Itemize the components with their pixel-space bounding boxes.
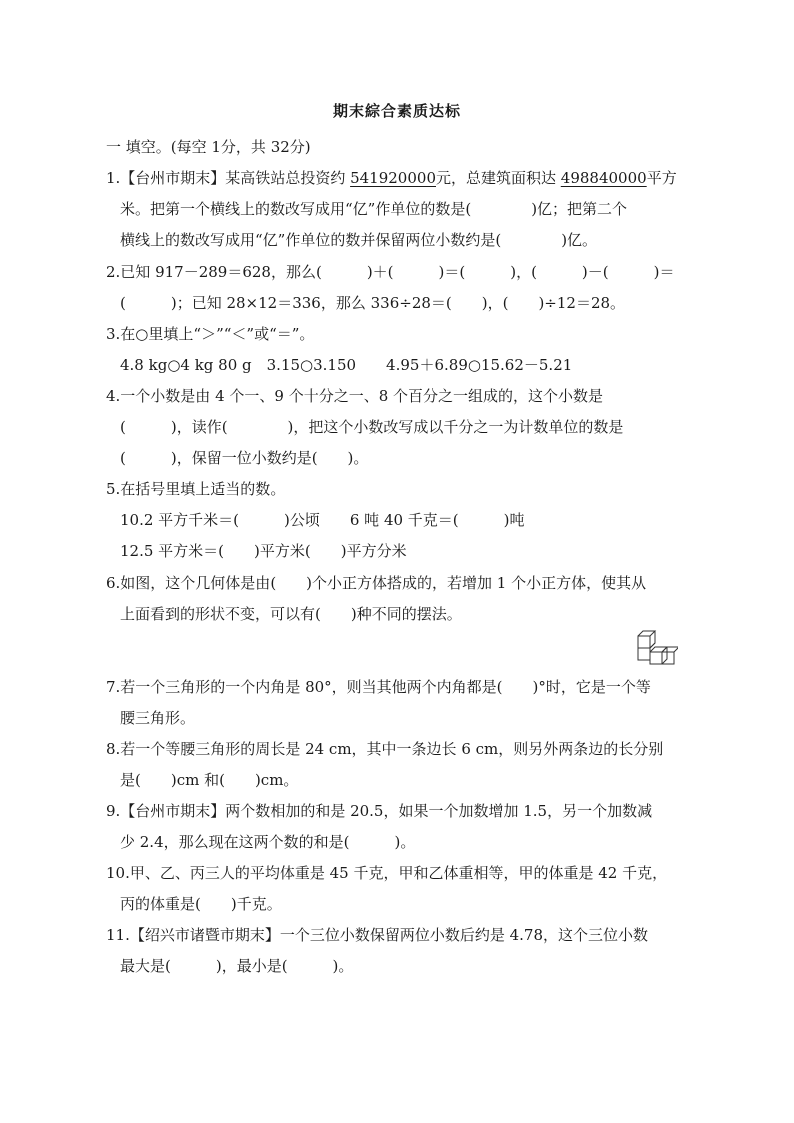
question-9-line-1: 9.【台州市期末】两个数相加的和是 20.5，如果一个加数增加 1.5，另一个加数减 <box>106 802 653 820</box>
question-10-line-1: 10.甲、乙、丙三人的平均体重是 45 千克，甲和乙体重相等，甲的体重是 42 千克， <box>106 864 668 882</box>
question-11-line-2: 最大是( )，最小是( )。 <box>120 957 354 975</box>
question-2-line-2: ( )；已知 28×12＝336，那么 336÷28＝( )，( )÷12＝28。 <box>120 294 626 312</box>
page-title: 期末綜合素质达标 <box>332 102 461 120</box>
question-4-line-3: ( )，保留一位小数约是( )。 <box>120 449 369 467</box>
question-8-line-1: 8.若一个等腰三角形的周长是 24 cm，其中一条边长 6 cm，则另外两条边的长分别 <box>106 740 664 758</box>
question-4-line-1: 4.一个小数是由 4 个一、9 个十分之一、8 个百分之一组成的，这个小数是 <box>106 387 604 405</box>
q1-text-b: 元，总建筑面积达 <box>436 169 561 187</box>
q1-text-c: 平方 <box>646 169 677 187</box>
question-5-line-2: 10.2 平方千米＝( )公顷 6 吨 40 千克＝( )吨 <box>120 511 525 529</box>
q1-text-a: 1.【台州市期末】某高铁站总投资约 <box>106 169 351 187</box>
question-4-line-2: ( )，读作( )，把这个小数改写成以千分之一为计数单位的数是 <box>120 418 624 436</box>
question-1-line-1 <box>106 168 677 188</box>
cube-stack-icon <box>634 630 678 668</box>
question-5-line-3: 12.5 平方米＝( )平方米( )平方分米 <box>120 542 407 560</box>
question-9-line-2: 少 2.4，那么现在这两个数的和是( )。 <box>120 833 416 851</box>
question-3-line-2: 4.8 kg○4 kg 80 g 3.15○3.150 4.95＋6.89○15.62－5.21 <box>120 356 573 374</box>
question-6-line-2: 上面看到的形状不变，可以有( )种不同的摆法。 <box>120 605 462 623</box>
question-1-line-3: 横线上的数改写成用“亿”作单位的数并保留两位小数约是( )亿。 <box>120 231 598 249</box>
q1-number-2: 498840000 <box>560 169 647 187</box>
question-2-line-1: 2.已知 917－289＝628，那么( )＋( )＝( )，( )－( )＝ <box>106 263 675 281</box>
question-1-line-2: 米。把第一个横线上的数改写成用“亿”作单位的数是( )亿；把第二个 <box>120 200 628 218</box>
question-6-line-1: 6.如图，这个几何体是由( )个小正方体搭成的，若增加 1 个小正方体，使其从 <box>106 574 647 592</box>
question-7-line-2: 腰三角形。 <box>120 709 196 727</box>
question-8-line-2: 是( )cm 和( )cm。 <box>120 771 299 789</box>
question-10-line-2: 丙的体重是( )千克。 <box>120 895 282 913</box>
section-header: 一 填空。(每空 1分，共 32分) <box>106 138 311 156</box>
question-11-line-1: 11.【绍兴市诸暨市期末】一个三位小数保留两位小数后约是 4.78，这个三位小数 <box>106 926 649 944</box>
question-7-line-1: 7.若一个三角形的一个内角是 80°，则当其他两个内角都是( )°时，它是一个等 <box>106 678 651 696</box>
q1-number-1: 541920000 <box>350 169 436 187</box>
question-3-line-1: 3.在○里填上“＞”“＜”或“＝”。 <box>106 325 315 343</box>
question-5-line-1: 5.在括号里填上适当的数。 <box>106 480 286 498</box>
